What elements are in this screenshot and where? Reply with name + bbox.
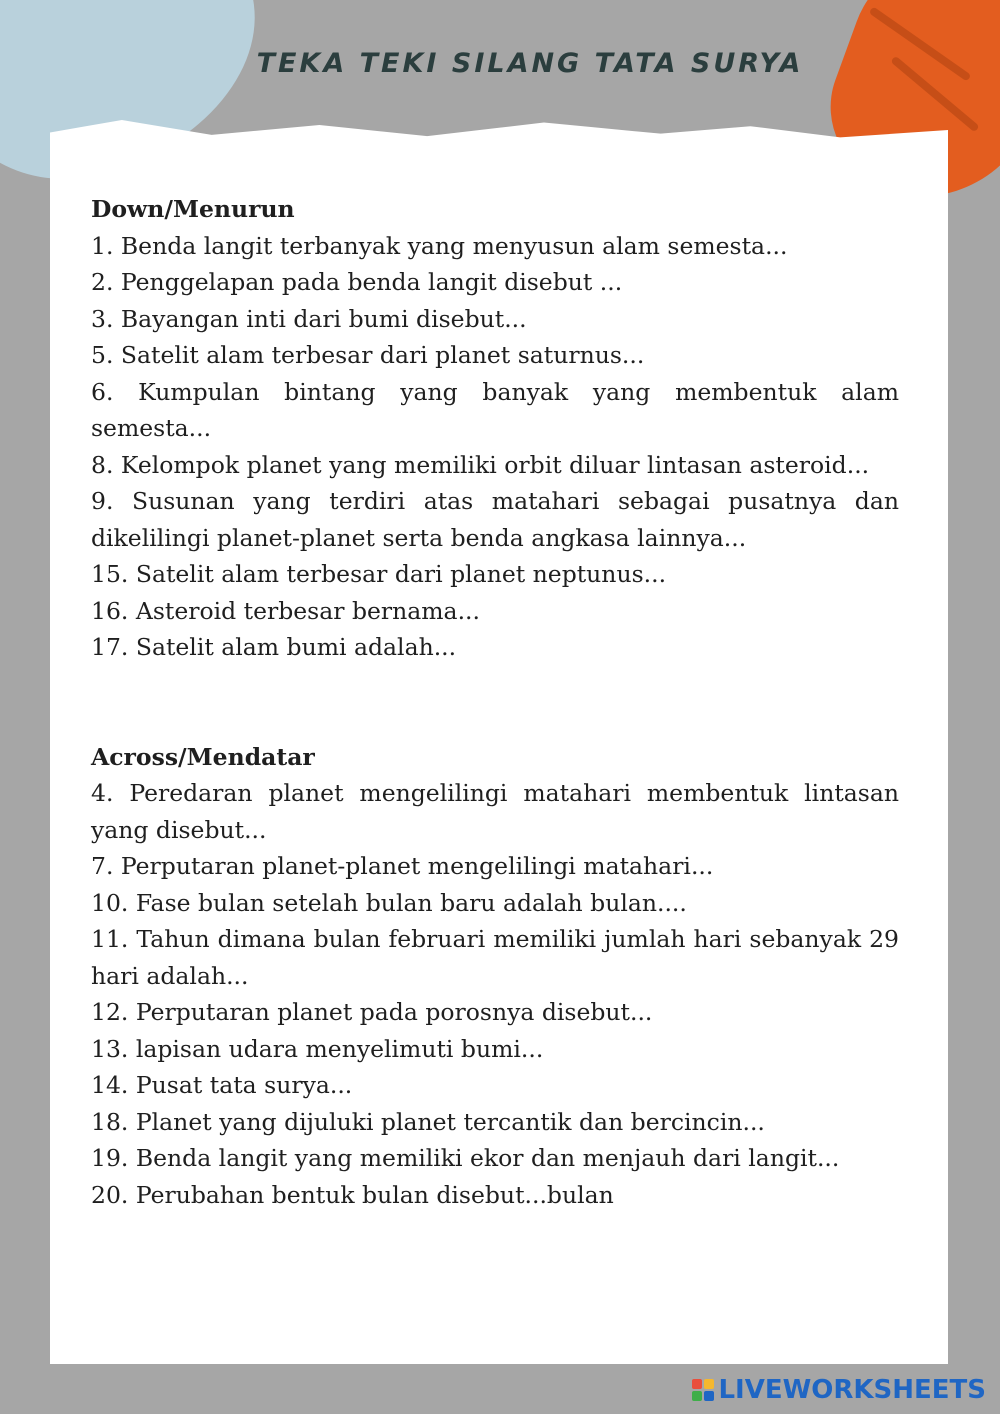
liveworksheets-logo[interactable] (692, 1374, 986, 1406)
down-clue: 17. Satelit alam bumi adalah... (91, 633, 457, 661)
clue-list (91, 191, 899, 1213)
across-clue: 19. Benda langit yang memiliki ekor dan menjauh dari langit... (91, 1144, 840, 1172)
down-clue: 8. Kelompok planet yang memiliki orbit diluar lintasan asteroid... (91, 450, 870, 479)
down-clue: 1. Benda langit terbanyak yang menyusun alam semesta... (91, 231, 788, 260)
across-clue: 18. Planet yang dijuluki planet tercantik dan bercincin... (91, 1107, 765, 1136)
across-clue: 11. Tahun dimana bulan februari memiliki jumlah hari sebanyak 29 hari adalah... (91, 925, 899, 990)
across-clue: 4. Peredaran planet mengelilingi matahari membentuk lintasan yang disebut... (91, 779, 899, 844)
section-spacer (91, 666, 899, 739)
across-heading: Across/Mendatar (91, 742, 315, 771)
across-clue: 20. Perubahan bentuk bulan disebut...bulan (91, 1180, 614, 1209)
across-clue: 7. Perputaran planet-planet mengelilingi matahari... (91, 852, 714, 880)
across-clue: 10. Fase bulan setelah bulan baru adalah bulan.... (91, 888, 687, 917)
across-clue: 12. Perputaran planet pada porosnya disebut... (91, 998, 653, 1026)
down-clue: 9. Susunan yang terdiri atas matahari sebagai pusatnya dan dikelilingi planet-planet serta benda angkasa lainnya... (91, 487, 899, 552)
across-clue: 13. lapisan udara menyelimuti bumi... (91, 1034, 544, 1063)
live-logo-icon (692, 1379, 714, 1401)
down-clue: 6. Kumpulan bintang yang banyak yang membentuk alam semesta... (91, 377, 899, 442)
down-clue: 15. Satelit alam terbesar dari planet neptunus... (91, 560, 667, 588)
across-clue: 14. Pusat tata surya... (91, 1071, 353, 1099)
page-title: TEKA TEKI SILANG TATA SURYA (256, 48, 804, 79)
down-clue: 5. Satelit alam terbesar dari planet saturnus... (91, 341, 645, 369)
down-clue: 16. Asteroid terbesar bernama... (91, 596, 480, 625)
down-clue: 3. Bayangan inti dari bumi disebut... (91, 304, 527, 333)
brand-name: LIVEWORKSHEETS (718, 1375, 986, 1405)
down-heading: Down/Menurun (91, 195, 295, 223)
down-clue: 2. Penggelapan pada benda langit disebut ... (91, 268, 623, 296)
